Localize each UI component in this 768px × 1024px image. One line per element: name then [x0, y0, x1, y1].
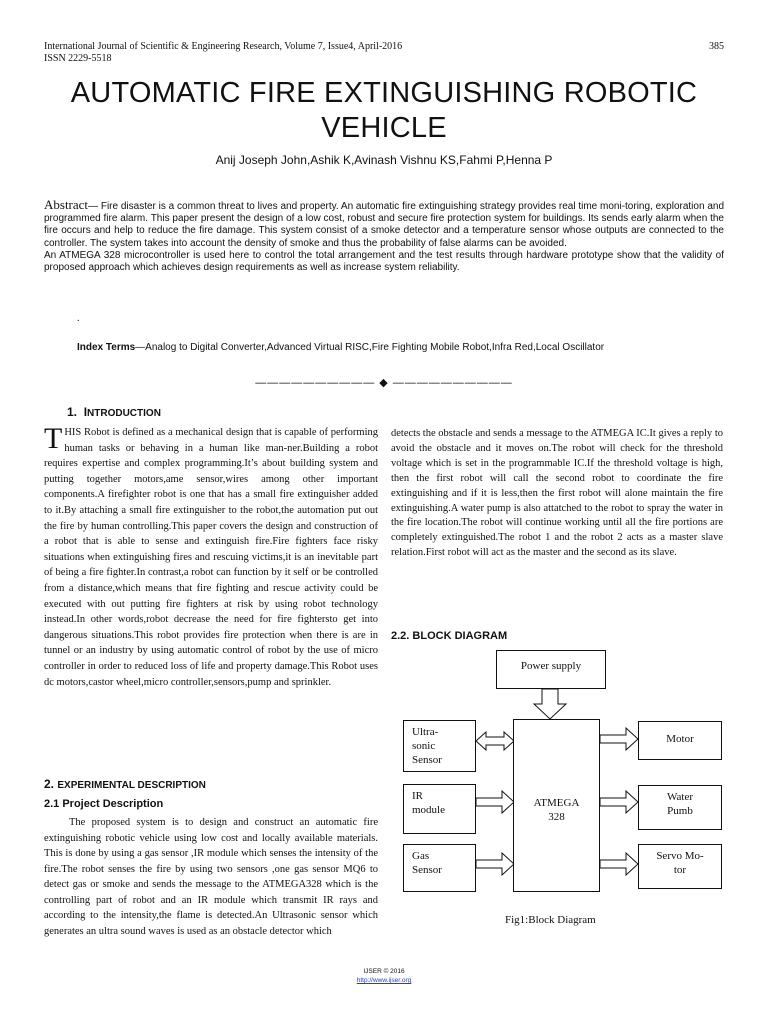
stray-dot: .	[77, 313, 80, 324]
footer-url-link[interactable]: http://www.ijser.org	[356, 977, 412, 984]
section-title: EXPERIMENTAL DESCRIPTION	[57, 780, 206, 791]
abstract-paragraph-1	[44, 199, 724, 250]
page-footer	[0, 967, 768, 985]
index-terms-label: Index Terms	[77, 342, 136, 353]
figure-caption: Fig1:Block Diagram	[505, 914, 596, 926]
journal-citation: International Journal of Scientific & Engineering Research, Volume 7, Issue4, April-2016	[44, 41, 403, 52]
arrow-ir-right	[476, 791, 514, 813]
ir-label-line-1: IR	[412, 790, 423, 802]
section-title-initial: I	[83, 405, 88, 419]
title-line-2: VEHICLE	[321, 112, 447, 144]
section-title-rest: NTRODUCTION	[87, 408, 161, 419]
ultrasonic-label-line-1: Ultra-	[412, 726, 439, 738]
index-terms-text: —Analog to Digital Converter,Advanced Virtual RISC,Fire Fighting Mobile Robot,Infra Red,Local Oscillator	[135, 342, 605, 353]
section-heading-experimental	[44, 777, 206, 791]
power-supply-block	[496, 650, 606, 689]
project-description-body: The proposed system is to design and construct an automatic fire extinguishing robotic vehicle using low cost and locally available materials. This is done by using a gas sensor ,IR module which senses the intensity of the fire.The robot senses the fire by using two sensors ,one gas sensor MQ6 to detect gas or smoke and sends the message to the ATMEGA328 which is the controlling part of robot and an IR module which transmit IR rays and according to the intensity,the flame is detected.An Ultrasonic sensor which generates an ultra sound waves is used as an obstacle detector which	[44, 817, 378, 937]
introduction-text: HIS Robot is defined as a mechanical design that is capable of performing human tasks or behaving in a human like man-ner.Building a robot requires expertise and complex programming.It’s about building system and putting together motors,ame sensor,wires among other important components.A firefighter robot is one that has a small fire extinguisher added to it.By attaching a small fire extinguisher to the robot,the automation put out the fire by human controlling.This paper covers the design and construction of a robot that is able to sense and extinguish fire.Fire fighters face risky situations when extinguishing fires and rescuing victims,it is an inevitable part of being a fire fighter.In contrast,a robot can function by it self or be controlled from a distance,which means that fire fighting and rescue activity could be executed with out putting fire fighters at risk by using robot technology instead.In other words,robot decrease the need for fire fightersto get into dangerous situations.This robot provides fire protection when there is are in tunnel or an industry by using automatic control of robot by the use of micro controller in order to reduced loss of life and property damage.This Robot uses dc motors,castor wheel,micro controller,sensors,pump and sprinkler.	[44, 427, 378, 688]
footer-copyright: IJSER © 2016	[363, 968, 405, 975]
abstract	[44, 199, 724, 274]
power-supply-label: Power supply	[520, 660, 582, 672]
project-description-continued: detects the obstacle and sends a message to the ATMEGA IC.It gives a reply to avoid the obstacle and it moves on.The robot will check for the threshold voltage which is set in the programmable IC.If the threshold voltage is high, then the first robot will call the second robot to coordinate the fire extinguishing and if it is less,then the first robot will alone maintain the fire extinguishing.A water pump is also attatched to the robot to spray the water in the fire location.The robot will continue working until all the fire portions are completely extinguished.The robot 1 and the robot 2 acts as a master slave relation.First robot will act as the master and the second as its slave.	[391, 428, 723, 559]
pump-label-line-2: Pumb	[667, 805, 693, 817]
pump-label-line-1: Water	[667, 791, 693, 803]
water-pump-block	[638, 785, 722, 830]
introduction-body	[44, 422, 378, 690]
section-number: 1.	[67, 405, 78, 419]
subsection-heading-block-diagram: 2.2. BLOCK DIAGRAM	[391, 630, 508, 642]
arrow-motor-right	[600, 728, 638, 750]
issn: ISSN 2229-5518	[44, 53, 112, 64]
gas-label-line-1: Gas	[412, 850, 430, 862]
arrow-power-down	[534, 689, 566, 719]
title-line-1: AUTOMATIC FIRE EXTINGUISHING ROBOTIC	[70, 77, 698, 109]
page-number: 385	[709, 41, 724, 52]
author-list: Anij Joseph John,Ashik K,Avinash Vishnu KS,Fahmi P,Henna P	[215, 153, 553, 167]
controller-label-line-2: 328	[548, 811, 565, 823]
gas-sensor-block	[403, 844, 476, 892]
ir-label-line-2: module	[412, 804, 445, 816]
abstract-text-1: Fire disaster is a common threat to lives and property. An automatic fire extinguishing strategy provides real time moni-toring, exploration and programmed fire alarm. This paper present the design of a low cost, robust and secure fire protection system for buildings. Its sends early alarm when the fire occurs and help to reduce the fire damage. This system consist of a smoke detector and a temperature sensor whose outputs are connected to the controller. The system takes into account the density of smoke and thus the probability of false alarms can be avoided.	[44, 201, 725, 249]
arrow-ultrasonic-bidirectional	[476, 732, 514, 750]
ultrasonic-sensor-block	[403, 720, 476, 772]
index-terms	[77, 342, 727, 353]
abstract-heading: Abstract	[44, 197, 89, 212]
servo-label-line-1: Servo Mo-	[656, 850, 704, 862]
arrow-pump-right	[600, 791, 638, 813]
motor-label: Motor	[666, 733, 694, 745]
block-diagram	[400, 648, 730, 940]
ultrasonic-label-line-3: Sensor	[412, 754, 442, 766]
arrow-servo-right	[600, 853, 638, 875]
abstract-dash: —	[88, 201, 101, 212]
arrow-gas-right	[476, 853, 514, 875]
ir-module-block	[403, 784, 476, 834]
abstract-paragraph-2: An ATMEGA 328 microcontroller is used here to control the total arrangement and the test results through hardware prototype show that the validity of proposed approach which achieves design requirements as well as increase system reliability.	[44, 249, 724, 274]
subsection-heading-project: 2.1 Project Description	[44, 798, 164, 810]
controller-label-line-1: ATMEGA	[533, 797, 580, 809]
section-separator: —————————— ◆ ——————————	[255, 377, 513, 389]
servo-label-line-2: tor	[673, 864, 687, 876]
drop-cap: T	[44, 422, 63, 455]
section-heading-introduction	[67, 405, 161, 419]
ultrasonic-label-line-2: sonic	[412, 740, 436, 752]
paper-title	[30, 76, 738, 146]
gas-label-line-2: Sensor	[412, 864, 442, 876]
motor-block	[638, 721, 722, 760]
servo-motor-block	[638, 844, 722, 889]
section-number: 2.	[44, 777, 55, 791]
running-header	[44, 41, 724, 65]
atmega-controller-block	[513, 719, 600, 892]
